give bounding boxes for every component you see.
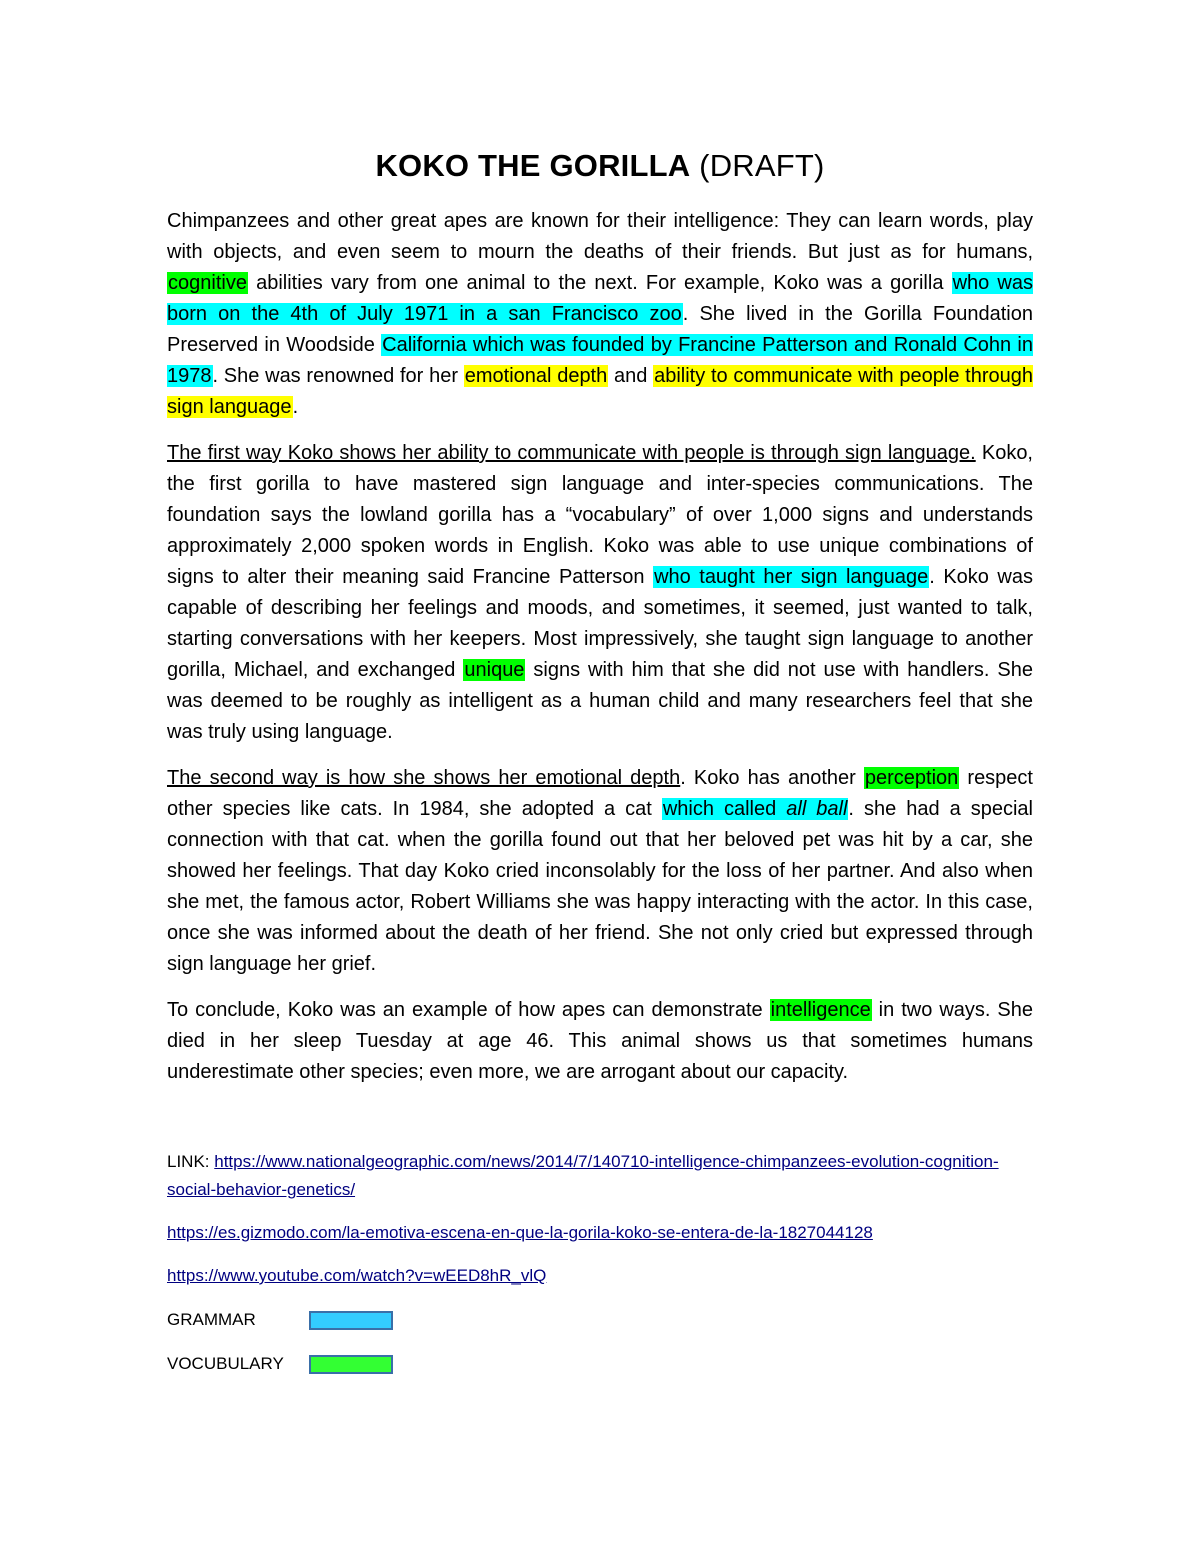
link-line-2 (167, 1219, 1033, 1247)
topic-sentence: The second way is how she shows her emotional depth (167, 767, 681, 789)
legend-vocabulary-label: VOCUBULARY (167, 1354, 284, 1373)
emphasis-highlight: emotional depth (464, 365, 608, 387)
legend-grammar (167, 1305, 1033, 1335)
vocabulary-swatch (309, 1355, 393, 1374)
cat-name: all ball (786, 798, 848, 820)
grammar-highlight (662, 798, 849, 820)
links-section (167, 1148, 1033, 1379)
paragraph-emotional-depth (167, 763, 1033, 980)
text-run: . She lived in the Gorilla Foundation Preserved in Woodside (167, 303, 1033, 356)
vocabulary-highlight: cognitive (168, 272, 247, 294)
text-run: signs with him that she did not use with handlers. She was deemed to be roughly as intelligent as a human child and many researchers feel that she was truly using language. (167, 659, 1033, 743)
paragraph-intro (167, 206, 1033, 423)
text-run: . (292, 396, 299, 418)
text-run: . She was renowned for her (212, 365, 464, 387)
vocabulary-highlight: perception (864, 767, 959, 789)
text-run: Koko, the first gorilla to have mastered sign language and inter-species communications. The foundation says the lowland gorilla has a “vocabulary” of over 1,000 signs and understands approximately 2,000 spoken words in English. Koko was able to use unique combinations of signs to alter their meaning said Francine Patterson (167, 442, 1033, 588)
title-suffix: (DRAFT) (690, 148, 825, 183)
title-main: KOKO THE GORILLA (375, 148, 691, 183)
vocabulary-highlight: intelligence (770, 999, 871, 1021)
text-run: Chimpanzees and other great apes are known for their intelligence: They can learn words, play with objects, and even seem to mourn the deaths of their friends. But just as for humans, (167, 210, 1033, 263)
link-line-3 (167, 1262, 1033, 1290)
link-label: LINK: (167, 1152, 215, 1171)
text-run: abilities vary from one animal to the next. For example, Koko was a gorilla (247, 272, 952, 294)
emphasis-highlight: ability to communicate with people through sign language (167, 365, 1034, 418)
text-run: To conclude, Koko was an example of how apes can demonstrate (167, 999, 770, 1021)
text-run: which called (662, 798, 787, 820)
youtube-link[interactable]: https://www.youtube.com/watch?v=wEED8hR_vlQ (167, 1266, 547, 1285)
page-title (167, 146, 1033, 186)
text-run: and (608, 365, 654, 387)
document-body (167, 146, 1033, 1393)
legend-grammar-label: GRAMMAR (167, 1310, 256, 1329)
link-line-1 (167, 1148, 1033, 1204)
topic-sentence: The first way Koko shows her ability to communicate with people is through sign language. (167, 442, 976, 464)
text-run: . she had a special connection with that cat. when the gorilla found out that her beloved pet was hit by a car, she showed her feelings. That day Koko cried inconsolably for the loss of her partner. And also when she met, the famous actor, Robert Williams she was happy interacting with the actor. In this case, once she was informed about the death of her friend. She not only cried but expressed through sign language her grief. (167, 798, 1033, 975)
legend-vocabulary (167, 1349, 1033, 1379)
gizmodo-link[interactable]: https://es.gizmodo.com/la-emotiva-escena-en-que-la-gorila-koko-se-entera-de-la-1827044128 (167, 1223, 873, 1242)
text-run: . Koko was capable of describing her feelings and moods, and sometimes, it seemed, just wanted to talk, starting conversations with her keepers. Most impressively, she taught sign language to another gorilla, Michael, and exchanged (167, 566, 1034, 681)
grammar-highlight: California which was founded by Francine Patterson and Ronald Cohn in 1978 (167, 334, 1033, 387)
grammar-swatch (309, 1311, 393, 1330)
vocabulary-highlight: unique (464, 659, 525, 681)
text-run: . Koko has another (680, 767, 864, 789)
national-geographic-link[interactable]: https://www.nationalgeographic.com/news/2014/7/140710-intelligence-chimpanzees-evolution-cognition-social-behavior-genetics/ (167, 1152, 999, 1199)
paragraph-conclusion (167, 995, 1033, 1088)
text-run: respect other species like cats. In 1984, she adopted a cat (167, 767, 1033, 820)
text-run: in two ways. She died in her sleep Tuesday at age 46. This animal shows us that sometimes humans underestimate other species; even more, we are arrogant about our capacity. (167, 999, 1034, 1083)
grammar-highlight: who taught her sign language (654, 566, 929, 588)
grammar-highlight: who was born on the 4th of July 1971 in a san Francisco zoo (167, 272, 1033, 325)
paragraph-sign-language (167, 438, 1033, 748)
